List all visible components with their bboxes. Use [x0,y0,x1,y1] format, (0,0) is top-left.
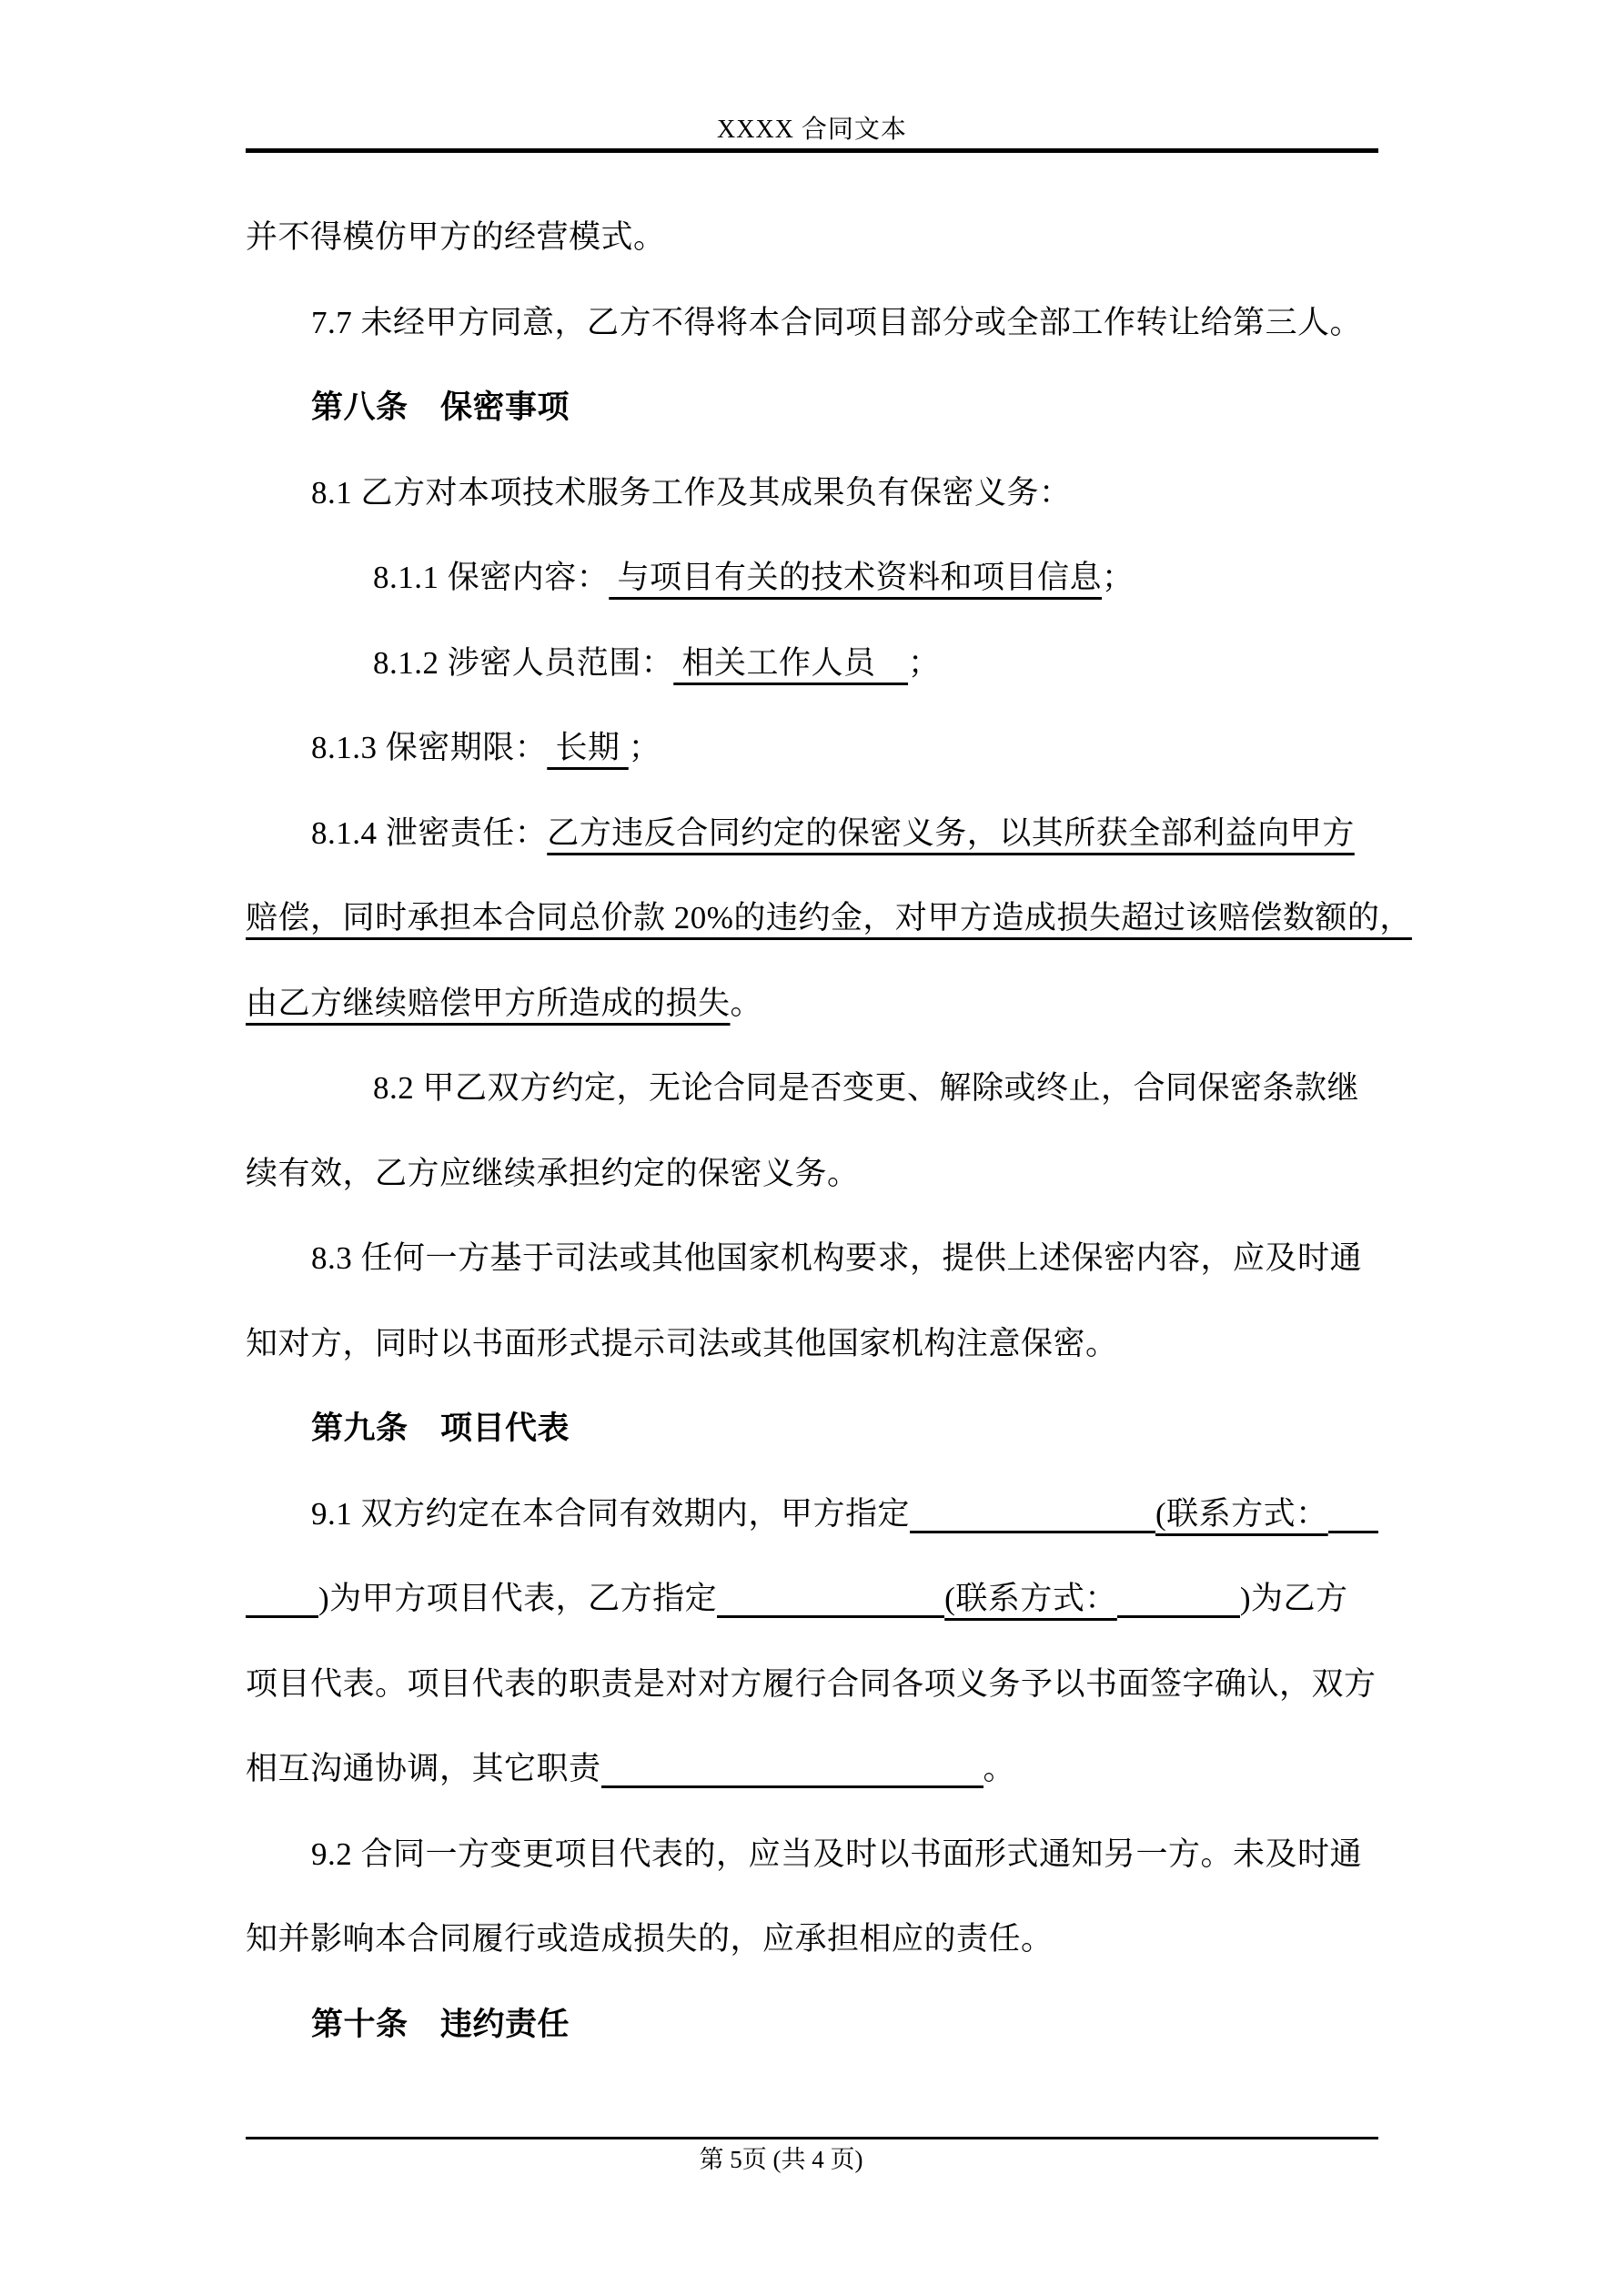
text-segment: 9.2 合同一方变更项目代表的，应当及时以书面形式通知另一方。未及时通 [311,1836,1363,1872]
text-segment: 8.2 甲乙双方约定，无论合同是否变更、解除或终止，合同保密条款继 [373,1070,1360,1106]
text-segment: 。 [983,1751,1016,1786]
paragraph-line [246,195,1378,280]
text-segment: 续有效，乙方应继续承担约定的保密义务。 [246,1155,860,1191]
paragraph-line [246,1726,1378,1812]
text-segment: (联系方式： [1155,1495,1328,1532]
text-segment: )为乙方 [1239,1581,1348,1616]
text-segment: 并不得模仿甲方的经营模式。 [246,219,666,255]
text-segment: 9.1 双方约定在本合同有效期内，甲方指定 [311,1495,911,1532]
text-segment: )为甲方项目代表，乙方指定 [318,1581,718,1616]
text-segment: 8.1.2 涉密人员范围： [373,644,674,681]
document-body [246,195,1412,2067]
paragraph-line [246,280,1378,366]
text-segment: 。 [730,985,763,1021]
header-title: XXXX 合同文本 [717,116,907,144]
text-segment: 知并影响本合同履行或造成损失的，应承担相应的责任。 [246,1921,1054,1957]
paragraph-line [246,535,1378,621]
text-segment: 第八条 保密事项 [311,389,570,425]
paragraph-line [246,1046,1378,1131]
text-segment: 由乙方继续赔偿甲方所造成的损失 [246,985,731,1021]
text-segment: ； [628,730,661,765]
paragraph-line [246,791,1378,876]
paragraph-line [246,1812,1378,1897]
text-segment: 8.1.1 保密内容： [373,560,610,595]
blank-field [910,1522,1155,1533]
text-segment: 第十条 违约责任 [311,2006,570,2042]
text-segment: 相互沟通协调，其它职责 [246,1751,601,1786]
text-segment: 长期 [547,730,629,765]
text-segment: 8.3 任何一方基于司法或其他国家机构要求，提供上述保密内容，应及时通 [311,1240,1363,1276]
paragraph-line [246,705,1378,791]
paragraph-line [246,875,1412,961]
text-segment: 第九条 项目代表 [311,1411,570,1446]
text-segment: 8.1.3 保密期限： [311,730,548,765]
paragraph-line [246,1301,1378,1387]
paragraph-line [246,1386,1378,1472]
paragraph-line [246,1896,1378,1982]
paragraph-line [246,1642,1378,1727]
page-number: 第 5页 (共 4 页) [699,2146,863,2173]
text-segment: ； [1102,560,1135,595]
paragraph-line [246,961,1378,1047]
header-rule [246,148,1378,153]
text-segment: 相关工作人员 [673,644,909,681]
text-segment: 8.1.4 泄密责任： [311,814,548,851]
text-segment: 8.1 乙方对本项技术服务工作及其成果负有保密义务： [311,474,1072,511]
blank-field [717,1607,944,1618]
paragraph-line [246,1216,1378,1301]
paragraph-line [246,1131,1378,1217]
blank-field [1117,1607,1240,1618]
paragraph-line [246,1556,1378,1642]
footer-rule [246,2137,1378,2139]
paragraph-line [246,1472,1378,1557]
text-segment: 项目代表。项目代表的职责是对对方履行合同各项义务予以书面签字确认，双方 [246,1665,1377,1702]
text-segment: 知对方，同时以书面形式提示司法或其他国家机构注意保密。 [246,1325,1118,1361]
text-segment: (联系方式： [944,1581,1117,1616]
paragraph-line [246,450,1378,536]
blank-field [246,1607,318,1618]
blank-field [1328,1522,1378,1533]
paragraph-line [246,621,1378,706]
text-segment: 7.7 未经甲方同意，乙方不得将本合同项目部分或全部工作转让给第三人。 [311,304,1363,340]
text-segment: 与项目有关的技术资料和项目信息 [609,560,1103,595]
text-segment: 赔偿，同时承担本合同总价款 20%的违约金，对甲方造成损失超过该赔偿数额的， [246,900,1412,936]
paragraph-line [246,1982,1378,2068]
paragraph-line [246,365,1378,450]
blank-field [601,1777,983,1788]
text-segment: 乙方违反合同约定的保密义务，以其所获全部利益向甲方 [547,814,1355,851]
text-segment: ； [908,644,941,681]
